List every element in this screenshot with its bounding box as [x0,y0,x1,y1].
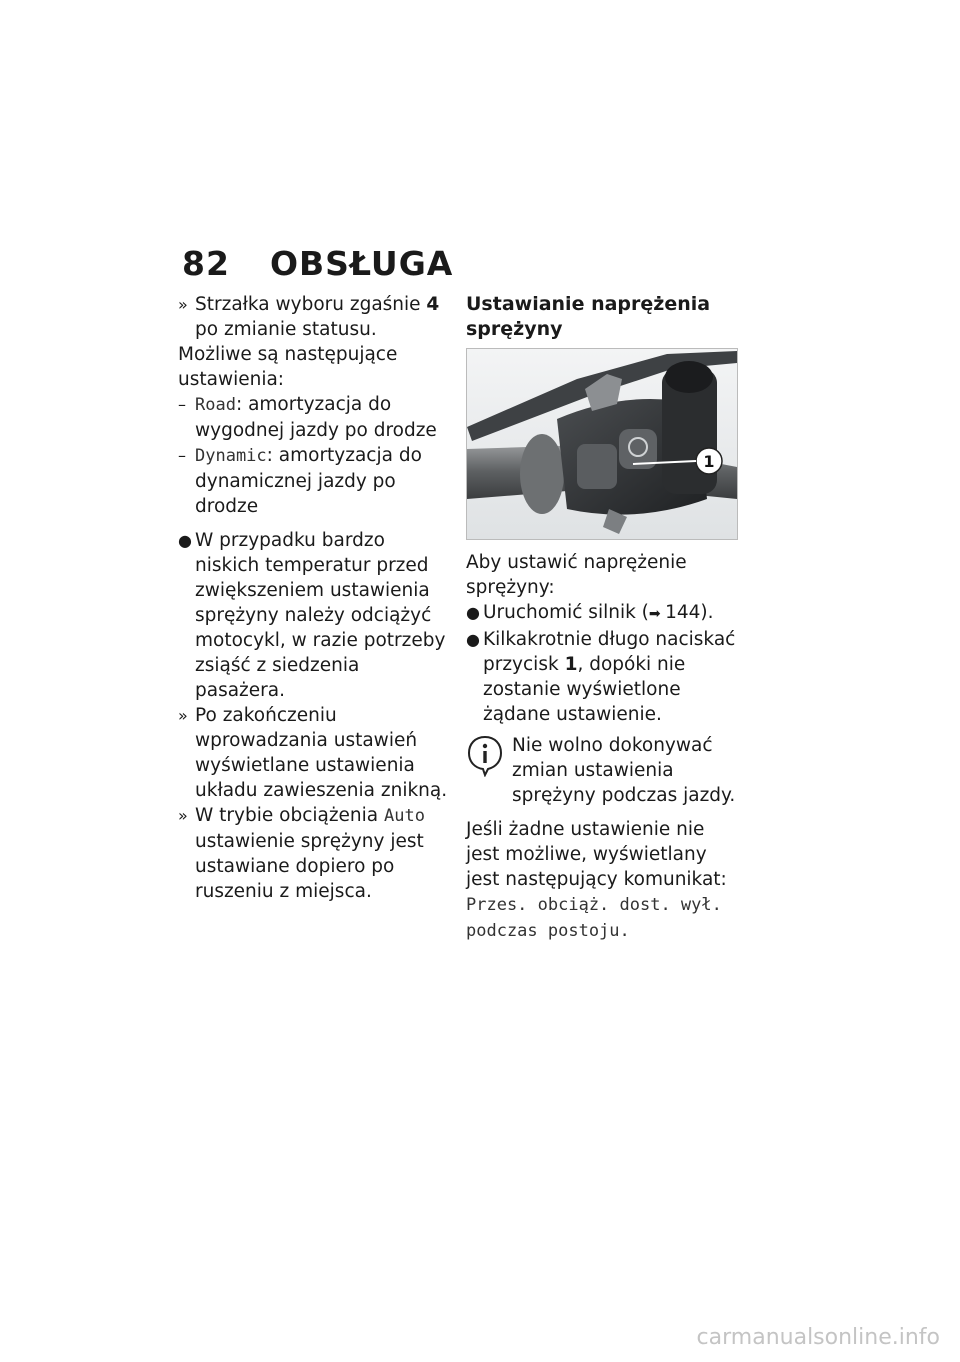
note-text: Nie wolno dokonywać zmian ustawienia sprężyny podczas jazdy. [512,735,736,806]
list-item: – Dynamic: amortyzacja do dynamicznej jazdy po drodze [178,445,422,517]
list-item: ● W przypadku bardzo niskich temperatur przed zwiększeniem ustawienia sprężyny należy odciążyć motocykl, w razie potrzeby zsiąść z siedzenia pasażera. [178,530,446,701]
bullet-icon: ● [466,630,480,649]
bullet-icon: ● [178,531,192,550]
page-reference-arrow-icon: ➡ [648,606,666,622]
list-item: ● Uruchomić silnik (➡ 144). [466,602,714,623]
watermark: carmanualsonline.info [696,1325,940,1350]
list-item: – Road: amortyzacja do wygodnej jazdy po drodze [178,394,437,441]
paragraph: Jeśli żadne ustawienie nie jest możliwe, wyświetlany jest następujący komunikat: Przes. obciąż. dost. wył. podczas postoju. [466,819,727,941]
list-item: » Po zakończeniu wprowadzania ustawień wyświetlane ustawienia układu zawieszenia znikną. [178,705,448,801]
left-column [178,292,452,904]
paragraph: Aby ustawić naprężenie sprężyny: [466,552,687,598]
list-item: » W trybie obciążenia Auto ustawienie sprężyny jest ustawiane dopiero po ruszeniu z miejsca. [178,805,425,902]
list-item: » Strzałka wyboru zgaśnie 4 po zmianie statusu. [178,294,440,340]
paragraph: Możliwe są następujące ustawienia: [178,344,398,390]
bullet-icon: ● [466,603,480,622]
section-title: Ustawianie naprężenia sprężyny [466,293,711,340]
list-item: ● Kilkakrotnie długo naciskać przycisk 1, dopóki nie zostanie wyświetlone żądane ustawienie. [466,629,736,725]
figure-callout-label: 1 [703,452,715,471]
double-arrow-icon: » [178,295,188,314]
right-column [466,292,741,944]
info-note [466,733,741,808]
page-number: 82 [182,244,230,283]
dash-icon: – [178,395,186,414]
page-header [182,244,453,283]
double-arrow-icon: » [178,706,188,725]
double-arrow-icon: » [178,806,188,825]
handlebar-switch-photo [466,348,738,540]
info-icon [466,735,504,777]
chapter-title: OBSŁUGA [269,244,454,283]
dash-icon: – [178,446,186,465]
